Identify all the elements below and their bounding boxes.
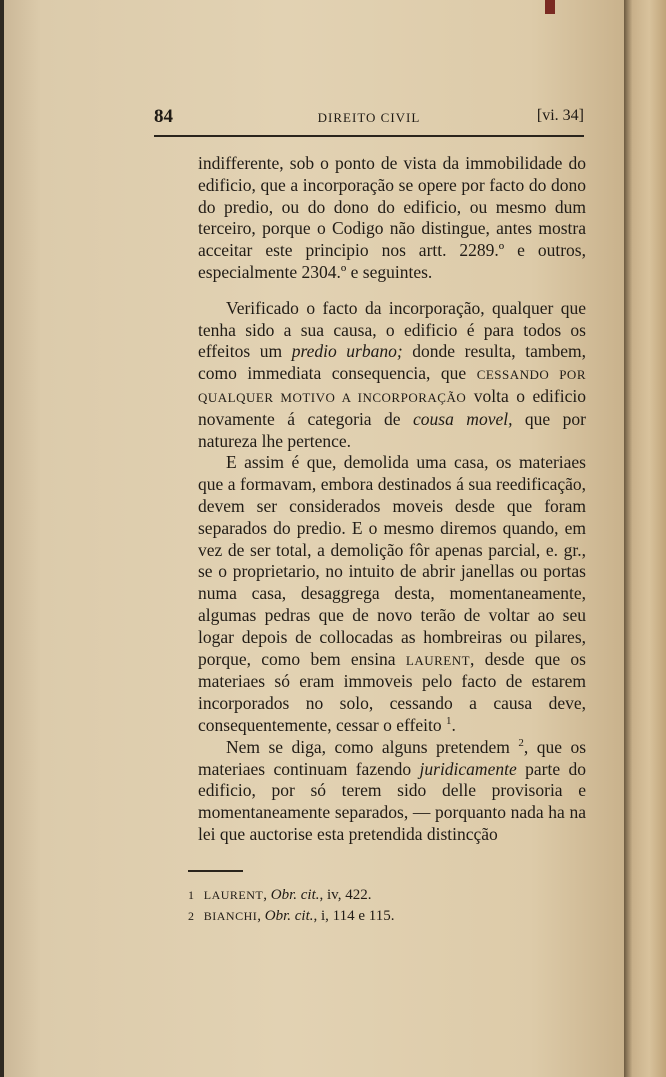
footnote-rest: , iv, 422. bbox=[319, 887, 372, 903]
running-title: DIREITO CIVIL bbox=[317, 110, 421, 125]
footnote-author: BIANCHI bbox=[203, 909, 258, 923]
footnote-work: Obr. cit. bbox=[270, 887, 320, 903]
footnote-work: Obr. cit. bbox=[264, 908, 314, 924]
body-text bbox=[198, 153, 586, 846]
text-span: Verificado o facto da incorporação, qualquer que tenha sido a sua causa, o edificio é para todos os effeitos um bbox=[198, 297, 586, 362]
text-span: donde resulta, tambem, como immediata consequencia, que bbox=[198, 341, 586, 384]
footnote-rule bbox=[188, 870, 243, 872]
footnote-number: 1 bbox=[188, 888, 194, 902]
italic-term: juridicamente bbox=[419, 758, 517, 779]
italic-term: predio urbano; bbox=[291, 341, 403, 362]
text-span: volta o edificio novamente á categoria de bbox=[198, 385, 586, 429]
footnote-number: 2 bbox=[188, 909, 194, 923]
page-number: 84 bbox=[154, 106, 173, 127]
text-span: que por natureza lhe pertence. bbox=[198, 408, 586, 451]
bookmark-ribbon bbox=[545, 0, 555, 14]
paragraph-2 bbox=[198, 298, 586, 453]
footnote-1 bbox=[188, 885, 568, 906]
text-span: . bbox=[451, 714, 456, 735]
paragraph-1: indifferente, sob o ponto de vista da immobilidade do edificio, que a incorporação se opere por facto do dono do predio, ou do dono do edificio, ou mesmo dum terceiro, porque o Codigo não distingue, antes mostra acceitar este principio nos artt. 2289.º e outros, especialmente 2304.º e seguintes. bbox=[198, 153, 586, 282]
footnote-separator: , bbox=[257, 908, 265, 924]
text-span: , desde que os materiaes só eram immoveis pelo facto de estarem incorporados no solo, cessando a causa deve, consequentemente, cessar o effeito bbox=[198, 648, 586, 735]
header-rule bbox=[154, 135, 584, 137]
text-span: , que os materiaes continuam fazendo bbox=[198, 736, 587, 779]
footnote-ref-1[interactable]: 1 bbox=[445, 715, 452, 728]
running-header bbox=[154, 106, 584, 130]
footnote-author: LAURENT bbox=[203, 888, 264, 902]
footnote-rest: , i, 114 e 115. bbox=[313, 908, 395, 924]
paragraph-4 bbox=[198, 737, 586, 846]
text-span: Nem se diga, como alguns pretendem bbox=[226, 736, 519, 757]
footnotes bbox=[188, 885, 568, 927]
section-reference: [vi. 34] bbox=[536, 107, 584, 124]
next-page-edge bbox=[624, 0, 666, 1077]
small-caps-phrase: CESSANDO POR QUALQUER MOTIVO A INCORPORAÇÃO bbox=[198, 367, 586, 405]
paragraph-3 bbox=[198, 452, 586, 736]
italic-term: cousa movel, bbox=[413, 408, 513, 429]
author-name: LAURENT bbox=[405, 652, 471, 668]
text-span: E assim é que, demolida uma casa, os materiaes que a formavam, embora destinados á sua reedificação, devem ser considerados moveis desde que foram separados do predio. E o mesmo diremos quando, em vez de ser total, a demolição fôr apenas parcial, e. gr., se o proprietario, no intuito de abrir janellas ou portas numa casa, desaggrega desta, momentaneamente, algumas pedras que de novo terão de voltar ao seu logar depois de collocadas as hombreiras ou pilares, porque, como bem ensina bbox=[198, 452, 586, 669]
footnote-2 bbox=[188, 906, 568, 927]
text-span: parte do edificio, por só terem sido delle provisoria e momentaneamente separados, — porquanto nada ha na lei que auctorise esta pretendida distincção bbox=[198, 758, 586, 844]
footnote-separator: , bbox=[263, 887, 271, 903]
footnote-ref-2[interactable]: 2 bbox=[518, 736, 524, 749]
